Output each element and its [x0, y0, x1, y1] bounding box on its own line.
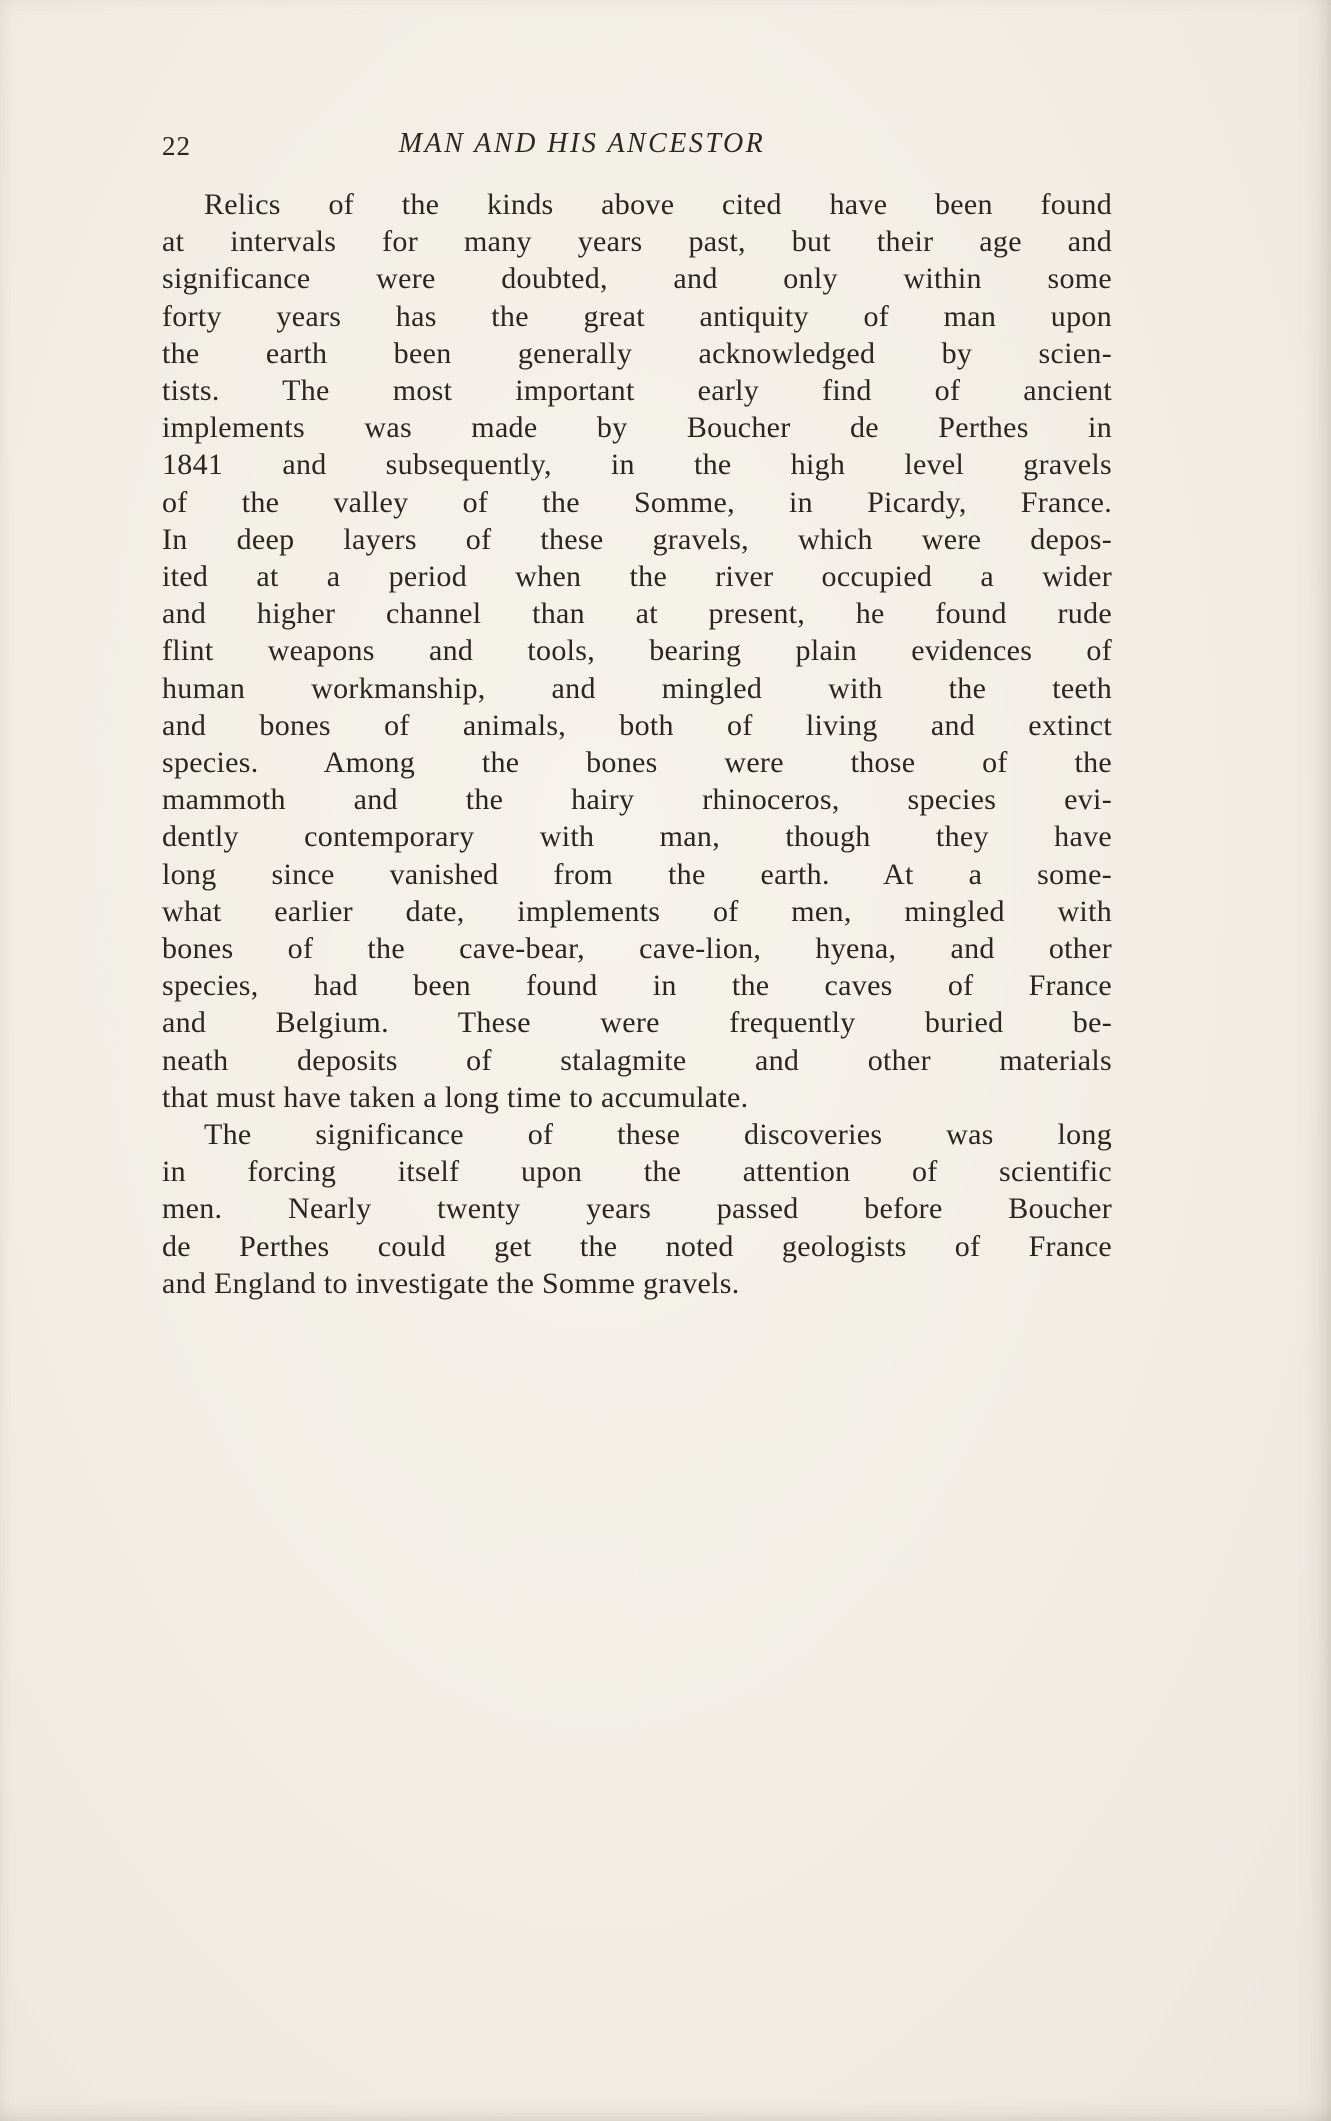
text-line: what earlier date, implements of men, mingled with [162, 894, 1112, 928]
text-line: ited at a period when the river occupied a wider [162, 560, 1112, 594]
text-line: In deep layers of these gravels, which were depos- [162, 522, 1112, 556]
text-line: and England to investigate the Somme gravels. [162, 1266, 740, 1300]
text-line: long since vanished from the earth. At a some- [162, 857, 1112, 891]
text-line: 1841 and subsequently, in the high level gravels [162, 448, 1112, 482]
page-number: 22 [162, 131, 191, 161]
text-line: de Perthes could get the noted geologists of France [162, 1229, 1112, 1263]
text-line: tists. The most important early find of ancient [162, 374, 1112, 408]
text-line: The significance of these discoveries was long [204, 1118, 1112, 1152]
text-line: species. Among the bones were those of the [162, 746, 1112, 780]
text-line: at intervals for many years past, but their age and [162, 225, 1112, 259]
text-line: of the valley of the Somme, in Picardy, France. [162, 485, 1112, 519]
text-line: and higher channel than at present, he found rude [162, 597, 1112, 631]
text-line: in forcing itself upon the attention of scientific [162, 1155, 1112, 1189]
text-line: men. Nearly twenty years passed before Boucher [162, 1192, 1112, 1226]
text-line: mammoth and the hairy rhinoceros, species evi- [162, 783, 1112, 817]
text-line: and bones of animals, both of living and extinct [162, 708, 1112, 742]
text-line: that must have taken a long time to accumulate. [162, 1080, 749, 1114]
text-line: significance were doubted, and only within some [162, 262, 1112, 296]
text-line: Relics of the kinds above cited have been found [204, 188, 1112, 221]
text-line: the earth been generally acknowledged by scien- [162, 336, 1112, 370]
text-line: species, had been found in the caves of France [162, 969, 1112, 1003]
text-line: dently contemporary with man, though they have [162, 820, 1112, 854]
text-line: human workmanship, and mingled with the teeth [162, 671, 1112, 705]
text-block [162, 186, 1112, 1302]
text-line: and Belgium. These were frequently buried be- [162, 1006, 1112, 1040]
running-header-title: MAN AND HIS ANCESTOR [398, 128, 766, 159]
text-line: forty years has the great antiquity of man upon [162, 299, 1112, 333]
text-line: bones of the cave-bear, cave-lion, hyena, and other [162, 932, 1112, 966]
text-line: flint weapons and tools, bearing plain evidences of [162, 634, 1112, 668]
text-line: neath deposits of stalagmite and other materials [162, 1043, 1112, 1077]
running-header [162, 128, 1112, 168]
text-line: implements was made by Boucher de Perthes in [162, 411, 1112, 445]
